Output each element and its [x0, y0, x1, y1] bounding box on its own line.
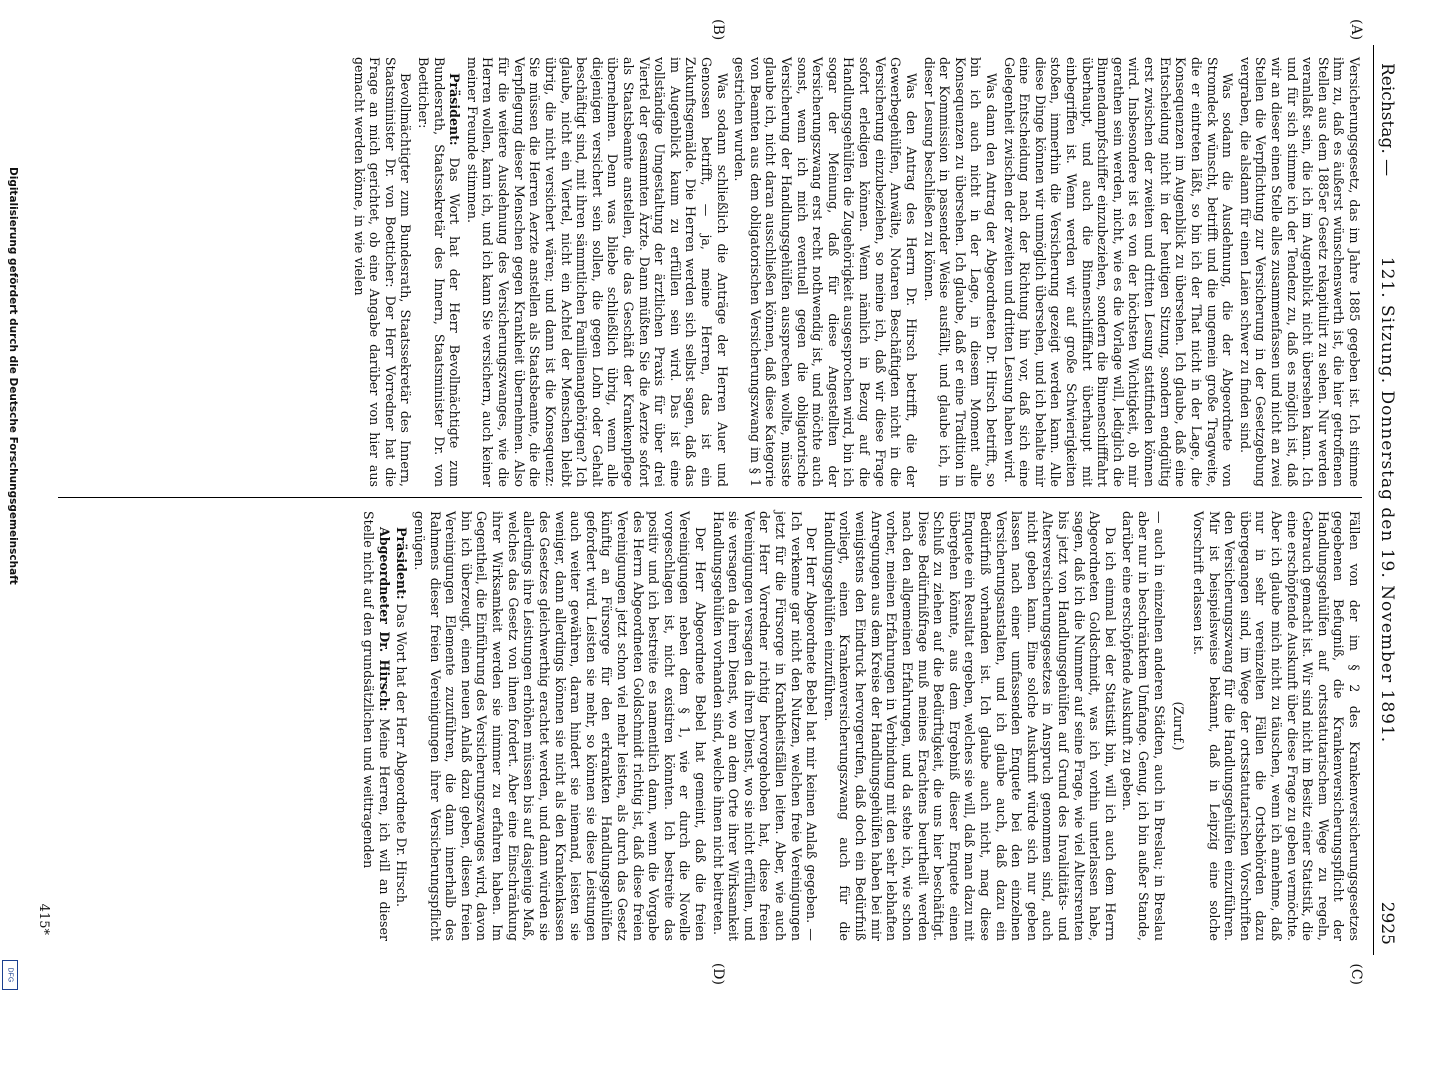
speaker-paragraph [394, 511, 410, 941]
page-header [1373, 45, 1404, 955]
paragraph: Was sodann die Ausdehnung, die der Abgeordnete von Stromdeck wünscht, betrifft und die ungemein große Tragweite, die er eintreten läßt, so bin ich der That nicht in der Lage, die Konsequenzen im Augenblick zu übersehen. Ich glaube, daß eine Entscheidung nicht in der heutigen Sitzung, sondern endgültig erst zwischen der zweiten und dritten Lesung stattfinden können wird. Insbesondere ist es von der höchsten Wichtigkeit, ob mir gerathen sein werden, nicht, wie es die Vorlage will, lediglich die Binnendampfschiffer einzubeziehen, sondern die Binnenschifffahrt überhaupt, und auch die Binnenschifffahrt überhaupt mit einbegriffen ist. Wenn werden wir auf große Schwierigkeiten stoßen, immerhin die Versicherung gezeigt werden kann. Alle diese Dinge können wir unmöglich übersehen, und ich behalte mir eine Entscheidung nach der Richtung hin vor, daß sich eine Gelegenheit zwischen der zweiten und dritten Lesung haben wird. [1001, 57, 1236, 487]
paragraph: Was den Antrag des Herrn Dr. Hirsch betrifft, die der Gewerbegehülfen, Anwälte, Notaren Beschäftigten nicht in die Versicherung einzubeziehen, so meine ich, daß wir diese Frage sofort erledigen können. Wenn nämlich in Bezug auf die Handlungsgehülfen die Zugehörigkeit ausgesprochen wird, bin ich sogar der Meinung, daß für diese Angestellten der Versicherungszwang erst recht nothwendig ist, und möchte auch sonst, wenn ich mich eventuell gegen die obligatorische Versicherung der Handlungsgehülfen aussprechen wollte, müsste glaube ich, nicht daran ausschließen können, daß diese Kategorie von Beamten aus dem obligatorischen Versicherungszwang im § 1 gestrichen wurden. [732, 57, 919, 487]
paragraph: Bevollmächtigter zum Bundesrath, Staatssekretär des Innern, Staatsminister Dr. von Boetticher: Der Herr Vorredner hat die Frage an mich gerichtet, ob eine Angabe darüber von hier aus gemacht werden könne, in wie vielen [351, 57, 414, 487]
header-title: 121. Sitzung. Donnerstag den 19. November 1891. [1377, 256, 1397, 744]
margin-marker-d: (D) [710, 962, 726, 985]
margin-marker-a: (A) [1348, 19, 1364, 41]
column-divider [58, 497, 1362, 498]
header-left: Reichstag. — [1377, 63, 1397, 177]
left-column [349, 57, 1362, 487]
speaker-text: Das Wort hat der Herr Bevollmächtigte zum Bundesrath, Staatssekretär des Innern, Staatsminister Dr. von Boetticher: [416, 57, 463, 487]
footer-credit: Digitalisierung gefördert durch die Deutsche Forschungsgemeinschaft [7, 167, 19, 585]
speaker-label: Präsident: [447, 73, 463, 146]
paragraph: — auch in einzelnen anderen Städten, auch in Breslau; in Breslau aber nur in beschränktem Umfange. Genug, ich bin außer Stande, darüber eine erschöpfende Auskunft zu geben. [1120, 511, 1167, 941]
dfg-logo-text: DFG [6, 967, 14, 983]
speaker-paragraph [361, 511, 392, 941]
paragraph: Was dann den Antrag der Abgeordneten Dr. Hirsch betrifft, so bin ich auch nicht in der Lage, in diesem Moment alle Konsequenzen zu übersehen. Ich glaube, daß er eine Tradition in der Kommission in passender Weise ausfällt, und glaube ich, in dieser Lesung beschließen zu können. [921, 57, 999, 487]
paragraph: Was sodann schließlich die Anträge der Herren Auer und Genossen betrifft, — ja, meine Herren, das ist ein Zukunftsgemälde. Die Herren werden sich selbst sagen, daß das im Augenblick kaum zu erfüllen sein wird. Das ist eine vollständige Umgestaltung der ärztlichen Praxis für über drei Viertel der gesammten Ärzte. Dann müßten Sie die Aerzte sofort als Staatsbeamte anstellen, die das Geschäft der Krankenpflege übernehmen. Denn was bliebe schließlich übrig, wenn alle diejenigen versichert sein sollen, die gegen Lohn oder Gehalt beschäftigt sind, mit ihren sämmtlichen Familienangehörigen? Ich glaube, nicht ein Viertel, nicht ein Achtel der Menschen bleibt übrig, die nicht versichert wären; und dann ist die Konsequenz: Sie müssen die Herren Aerzte anstellen als Staatsbeamte, die die Verpflegung dieser Menschen gegen Krankheit übernehmen. Also für die weitere Ausdehnung des Versicherungszwanges, wie die Herren wollen, kann ich, und ich kann Sie versichern, auch keiner meiner Freunde stimmen. [464, 57, 730, 487]
header-page-number: 2925 [1377, 901, 1397, 945]
interjection: (Zuruf.) [1171, 701, 1187, 751]
document-page [6, 5, 1426, 995]
dfg-logo-icon [2, 960, 18, 990]
right-column [359, 511, 1362, 941]
speaker-text: Meine Herren, ich will an dieser Stelle nicht auf den grundsätzlichen und weittragenden [361, 511, 392, 941]
paragraph: Da ich einmal bei der Statistik bin, will ich auch dem Herrn Abgeordneten Goldschmidt, was ich vorhin unterlassen habe, sagen, daß ich die Nummer auf seine Frage, wie viel Altersrenten bis jetzt von Handlungsgehülfen auf Grund des Invaliditäts- und Altersversicherungsgesetzes in Anspruch genommen sind, auch nicht geben kann. Eine solche Auskunft würde sich nur geben lassen nach einer umfassenden Enquete bei den einzelnen Versicherungsanstalten, und ich glaube auch, daß dazu ein Bedürfniß vorhanden ist. Ich glaube auch nicht, mag diese Enquete ein Resultat ergeben, welches sie will, daß man dazu mit übergehen könnte, aus dem Ergebniß dieser Enquete einen Schluß zu ziehen auf die Bedürftigkeit, die uns hier beschäftigt. Diese Bedürfnißfrage muß meines Erachtens beurtheilt werden nach den allgemeinen Erfahrungen, und da stehe ich, wie schon vorher, meinen Erfahrungen in Verbindung mit den sehr lebhaften Anregungen aus dem Kreise der Handlungsgehülfen haben bei mir wenigstens den Eindruck hervorgerufen, daß doch ein Bedürfniß vorliegt, einen Krankenversicherungszwang auch für die Handlungsgehülfen einzuführen. [821, 511, 1118, 941]
paragraph: Der Herr Abgeordnete Bebel hat gemeint, daß die freien Vereinigungen neben dem § 1, wie er durch die Novelle vorgeschlagen ist, nicht existiren könnten. Ich bestreite das positiv und ich bestreite es namentlich dann, wenn die Vorgabe des Herrn Abgeordneten Goldschmidt richtig ist, daß diese freien Vereinigungen jetzt schon viel mehr leisten, als durch das Gesetz künftig an Fürsorge für den erkrankten Handlungsgehülfen gefordert wird. Leisten sie mehr, so können sie diese Leistungen auch weiter gewähren, daran hindert sie niemand, leisten sie weniger, dann allerdings können sie nicht als den Krankenkassen des Gesetzes gleichwerthig erachtet werden, und dann würden sie allerdings ihre Leistungen erhöhen müssen bis auf dasjenige Maß, welches das Gesetz von ihnen fordert. Aber eine Einschränkung ihrer Wirksamkeit werden sie nimmer zu erfahren haben. Im Gegentheil, die Einführung des Versicherungszwanges wird, davon bin ich überzeugt, einen neuen Anlaß dazu geben, diesen freien Vereinigungen Elemente zuzuführen, die dann innerhalb des Rahmens dieser freien Vereinigungen ihrer Versicherungspflicht genügen. [412, 511, 709, 941]
paragraph: Versicherungsgesetz, das im Jahre 1885 gegeben ist. Ich stimme ihm zu, daß es äußerst wünschenswerth ist, die hier getroffenen Stellen aus dem 1885er Gesetz rekapitulirt zu sehen. Nur werden veranlaßt sein, die ich im Augenblick nicht übersehen kann. Ich und für sich stimme ich der Tendenz zu, daß es möglich ist, daß wir an dieser einen Stelle alles zusammenfassen und nicht an zwei Stellen die Verpflichtung zur Versicherung in der Gesetzgebung vergraben, die alsdann für einen Laien schwer zu finden sind. [1237, 57, 1362, 487]
speaker-label: Abgeordneter Dr. Hirsch: [376, 527, 392, 712]
paragraph: Fällen von der im § 2 des Krankenversicherungsgesetzes gegebenen Befugniß, die Krankenversicherungspflicht der Handlungsgehülfen auf ortsstatutarischem Wege zu regeln, Gebrauch gemacht ist. Wir sind nicht im Besitz einer Statistik, die eine erschöpfende Auskunft über diese Frage zu geben vermöchte. Aber ich glaube mich nicht zu täuschen, wenn ich annehme, daß nur in sehr vereinzelten Fällen die Ortsbehörden dazu übergegangen sind, im Wege der ortsstatutarischen Vorschriften den Versicherungszwang für die Handlungsgehülfen einzuführen. Mir ist beispielsweise bekannt, daß in Leipzig eine solche Vorschrift erlassen ist. [1190, 511, 1362, 941]
footer-strip [2, 0, 20, 1000]
speaker-text: Das Wort hat der Herr Abgeordnete Dr. Hirsch. [394, 603, 410, 907]
speaker-label: Präsident: [394, 527, 410, 600]
margin-marker-b: (B) [710, 19, 726, 41]
signature-number: 415* [36, 903, 51, 935]
paragraph: Der Herr Abgeordnete Bebel hat mir keinen Anlaß gegeben. — Ich verkenne gar nicht den Nutzen, welchen freie Vereinigungen jetzt für die Fürsorge in Krankheitsfällen leiten. Aber, wie auch der Herr Vorredner richtig hervorgehoben hat, diese freien Vereinigungen versagen da ihren Dienst, wo sie nicht erfüllen, und sie versagen da ihren Dienst, wo an dem Orte ihrer Wirksamkeit Handlungsgehülfen vorhanden sind, welche ihnen nicht beitreten. [710, 511, 820, 941]
speaker-paragraph [415, 57, 462, 487]
margin-marker-c: (C) [1348, 963, 1364, 985]
